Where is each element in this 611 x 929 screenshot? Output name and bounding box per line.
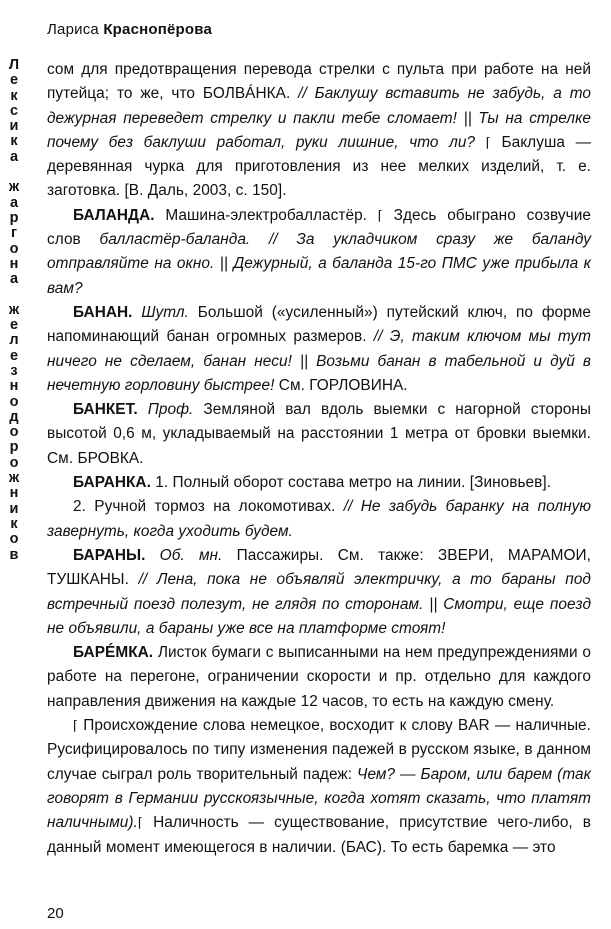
entry-banket: БАНКЕТ. Проф. Земляной вал вдоль выемки с нагорной стороны высотой 0,6 м, укладываемый на расстоянии 1 метра от бровки выемки. См. БРОВКА.	[47, 401, 591, 467]
etymology-mark-icon: ⌈	[73, 718, 79, 734]
side-title-letter: ж	[8, 179, 20, 196]
side-title-letter: о	[9, 454, 19, 471]
headword: БАРАНКА.	[73, 474, 151, 492]
entry-balanda: БАЛАНДА. Машина-электробалластёр. ⌈ Здесь обыграно созвучие слов балластёр-баланда. // За укладчиком сразу же баланду отправляйте на окно. || Дежурный, а баланда 15-го ПМС уже прибыла к вам?	[47, 206, 592, 297]
entry-baremka: БАРÉМКА. Листок бумаги с выписанными на нем предупреждениями о работе на перегоне, ограничении скорости и пр. отдельно для каждого направления движения на каждые 12 часов, то есть на каждую смену.	[47, 644, 591, 710]
side-title-letter: р	[9, 209, 19, 226]
side-title-letter: а	[9, 148, 19, 165]
etymology-mark-icon: ⌈	[137, 815, 144, 831]
page-number: 20	[47, 905, 64, 922]
side-title-letter: в	[9, 546, 19, 563]
author-first-name: Лариса	[47, 21, 104, 38]
entry-barany: БАРАНЫ. Об. мн. Пассажиры. См. также: ЗВЕРИ, МАРАМОИ, ТУШКАНЫ. // Лена, пока не объявляй электричку, а то бараны под встречный поезд полезут, не глядя по сторонам. || Смотри, еще поезд не объявили, а бараны уже все на платформе стоят!	[47, 546, 591, 637]
entry-baranka-sense-2: 2. Ручной тормоз на локомотивах. // Не забудь баранку на полную завернуть, когда уходить будем.	[47, 498, 591, 540]
side-title-letter: о	[9, 240, 19, 257]
etymology-paragraph: ⌈ Происхождение слова немецкое, восходит к слову BAR — наличные. Русифицировалось по типу изменения падежей в русском языке, в данном случае сыграл роль творительный падеж: Чем? — Баром, или барем (так говорят в Германии русскоязычные, когда хотят сказать, что платят наличными).⌈ Наличность — существование, присутствие чего-либо, в данный момент имеющегося в наличии. (БАС). То есть баремка — это	[47, 717, 591, 856]
side-title-letter: и	[9, 118, 19, 135]
side-title-letter: н	[9, 378, 19, 395]
side-title-letter: е	[9, 347, 19, 364]
side-title-letter: з	[10, 362, 18, 379]
side-title-letter: к	[10, 87, 18, 104]
side-title-letter: ж	[8, 470, 20, 487]
side-title-letter: е	[9, 317, 19, 334]
side-title-letter: к	[10, 133, 18, 150]
side-title-letter: и	[9, 500, 19, 517]
running-header	[47, 20, 212, 40]
side-title-letter: е	[9, 72, 19, 89]
side-title-letter: р	[9, 439, 19, 456]
side-title-letter: д	[9, 408, 19, 425]
side-title-letter: о	[9, 393, 19, 410]
headword: БАРАНЫ.	[73, 546, 146, 564]
side-title-letter: ж	[8, 301, 20, 318]
side-title-letter: а	[9, 271, 19, 288]
side-title-letter: л	[9, 332, 19, 349]
headword: БАНАН.	[73, 303, 133, 321]
headword: БАРÉМКА.	[73, 644, 154, 662]
dictionary-text	[47, 58, 591, 860]
entry-continuation-paragraph: сом для предотвращения перевода стрелки с пульта при работе на ней путейца; то же, что БОЛВÁНКА. // Баклушу вставить не забудь, а то дежурная переведет стрелку и пакли тебе сломает! || Ты на стрелке почему без баклуши работал, руки лишние, что ли? ⌈ Баклуша — деревянная чурка для приготовления из нее мелких изделий, т. е. заготовка. [В. Даль, 2003, с. 150].	[47, 61, 592, 200]
headword: БАЛАНДА.	[73, 206, 155, 224]
author-last-name: Краснопёрова	[103, 21, 213, 38]
etymology-mark-icon: ⌈	[377, 207, 383, 223]
side-title-letter: н	[9, 255, 19, 272]
headword: БАНКЕТ.	[73, 401, 138, 419]
side-title-letter: г	[10, 225, 18, 242]
side-title-letter: а	[9, 194, 19, 211]
entry-baranka: БАРАНКА. 1. Полный оборот состава метро на линии. [Зиновьев].	[73, 474, 552, 492]
entry-banan: БАНАН. Шутл. Большой («усиленный») путейский ключ, по форме напоминающий банан огромных размеров. // Э, таким ключом мы тут ничего не сделаем, банан неси! || Возьми банан в табельной и дуй в нечетную горловину быстрее! См. ГОРЛОВИНА.	[47, 303, 592, 394]
etymology-mark-icon: ⌈	[485, 134, 491, 150]
side-title-letter: о	[9, 531, 19, 548]
side-title-letter: Л	[8, 57, 20, 73]
vertical-book-title	[5, 58, 23, 563]
side-title-letter: с	[9, 102, 19, 119]
side-title-letter: к	[10, 515, 18, 532]
side-title-letter: н	[9, 485, 19, 502]
side-title-letter: о	[9, 424, 19, 441]
